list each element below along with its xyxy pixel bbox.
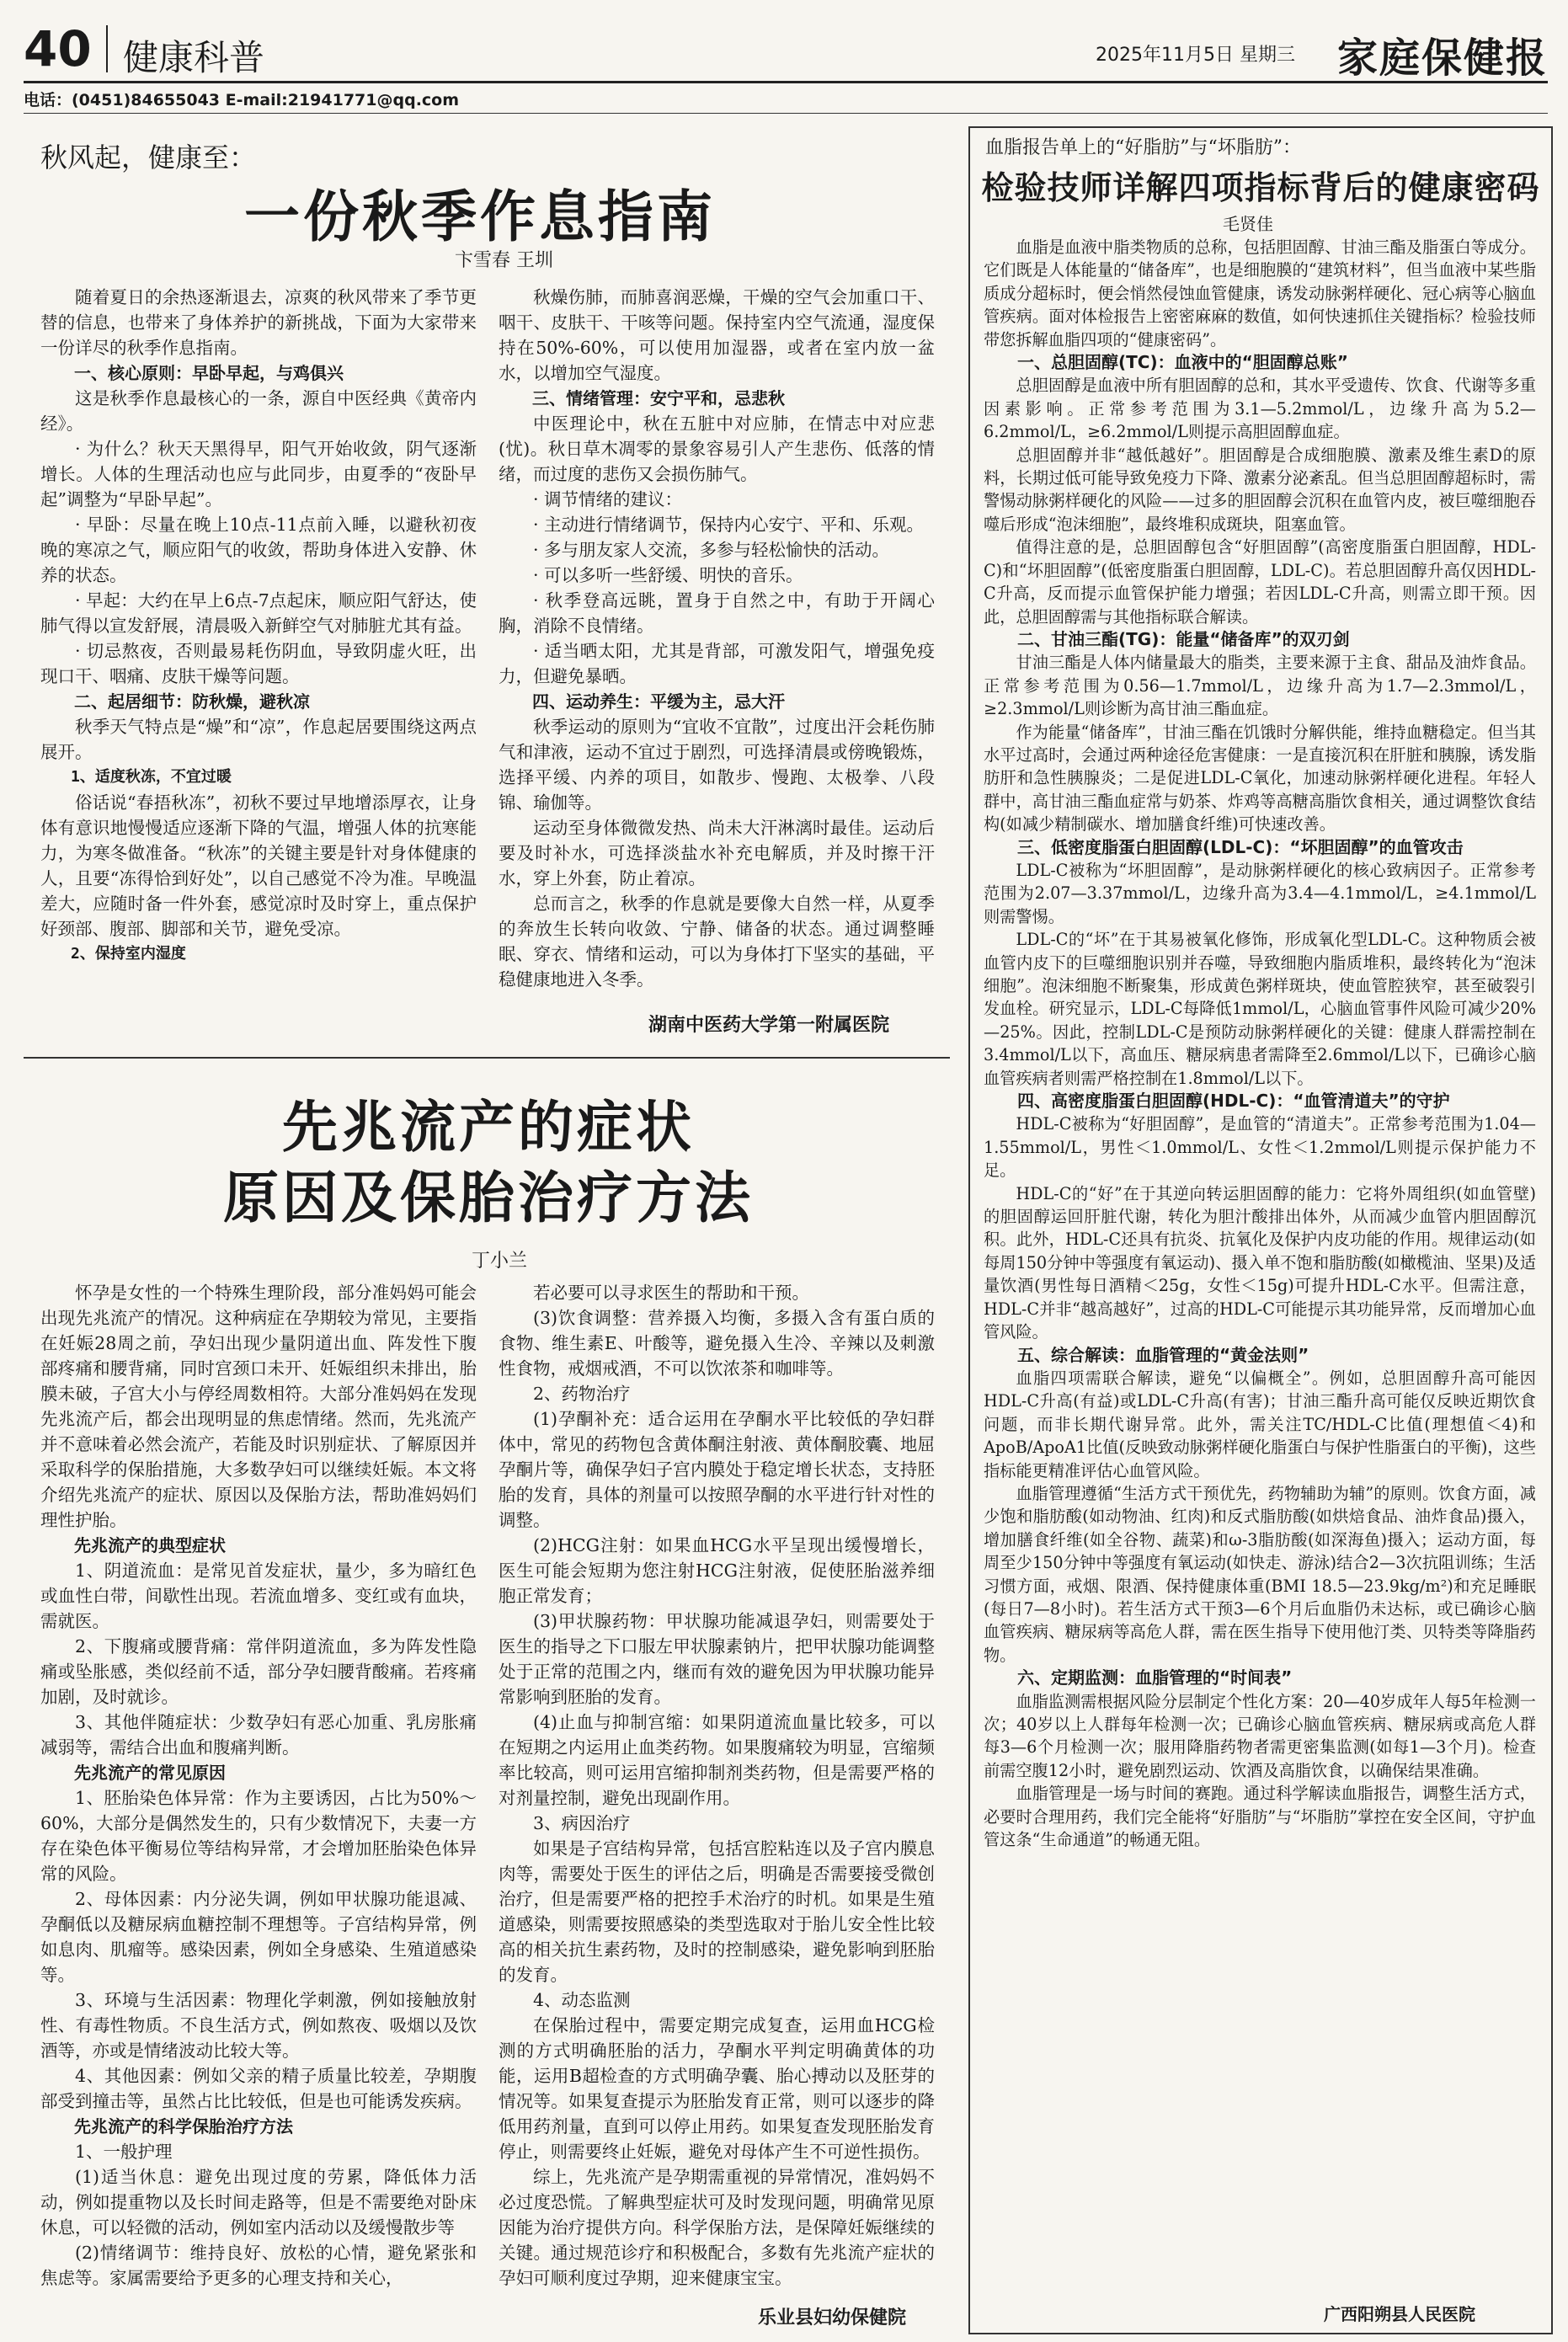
masthead-divider xyxy=(106,25,108,72)
paragraph: · 主动进行情绪调节，保持内心安宁、平和、乐观。 xyxy=(533,515,925,535)
subheading: 先兆流产的典型症状 xyxy=(74,1535,226,1555)
paragraph: 作为能量“储备库”，甘油三酯在饥饿时分解供能，维持血糖稳定。但当其水平过高时，会通过两种途径危害健康：一是直接沉积在肝脏和胰腺，诱发脂肪肝和急性胰腺炎；二是促进LDL-C氧化，加速动脉粥样硬化进程。年轻人群中，高甘油三酯血症常与奶茶、炸鸡等高糖高脂饮食相关，通过调整饮食结构(如减少精制碳水、增加膳食纤维)可快速改善。 xyxy=(984,722,1536,835)
masthead xyxy=(24,15,1548,83)
paragraph: · 适当晒太阳，尤其是背部，可激发阳气，增强免疫力，但避免暴晒。 xyxy=(499,641,935,686)
section-title: 健康科普 xyxy=(123,37,265,78)
paragraph: 血脂四项需联合解读，避免“以偏概全”。例如，总胆固醇升高可能因HDL-C升高(有益)或LDL-C升高(有害)；甘油三酯升高可能仅反映近期饮食问题，而非长期代谢异常。此外，需关注TC/HDL-C比值(理想值＜4)和ApoB/ApoA1比值(反映致动脉粥样硬化脂蛋白与保护性脂蛋白的平衡)，这些指标能更精准评估心血管风险。 xyxy=(984,1368,1536,1480)
paragraph: · 早卧：尽量在晚上10点-11点前入睡，以避秋初夜晚的寒凉之气，顺应阳气的收敛，帮助身体进入安静、休养的状态。 xyxy=(40,515,477,585)
paragraph: 血脂是血液中脂类物质的总称，包括胆固醇、甘油三酯及脂蛋白等成分。它们既是人体能量的“储备库”，也是细胞膜的“建筑材料”，但当血液中某些脂质成分超标时，便会悄然侵蚀血管健康，诱发动脉粥样硬化、冠心病等心脑血管疾病。面对体检报告上密密麻麻的数值，如何快速抓住关键指标？检验技师带您拆解血脂四项的“健康密码”。 xyxy=(984,237,1536,349)
paragraph: 怀孕是女性的一个特殊生理阶段，部分准妈妈可能会出现先兆流产的情况。这种病症在孕期较为常见，主要指在妊娠28周之前，孕妇出现少量阴道出血、阵发性下腹部疼痛和腰背痛，同时宫颈口未开、妊娠组织未排出，胎膜未破，子宫大小与停经周数相符。大部分准妈妈在发现先兆流产后，都会出现明显的焦虑情绪。然而，先兆流产并不意味着必然会流产，若能及时识别症状、了解原因并采取科学的保胎措施，大多数孕妇可以继续妊娠。本文将介绍先兆流产的症状、原因以及保胎方法，帮助准妈妈们理性护胎。 xyxy=(40,1283,477,1530)
paragraph: 如果是子宫结构异常，包括宫腔粘连以及子宫内膜息肉等，需要处于医生的评估之后，明确是否需要接受微创治疗，但是需要严格的把控手术治疗的时机。如果是生殖道感染，则需要按照感染的类型选取对于胎儿安全性比较高的相关抗生素药物，及时的控制感染，避免影响到胚胎的发育。 xyxy=(499,1838,935,1985)
paragraph: · 早起：大约在早上6点-7点起床，顺应阳气舒达，使肺气得以宣发舒展，清晨吸入新鲜空气对肺脏尤其有益。 xyxy=(40,590,477,636)
paragraph: · 多与朋友家人交流，多参与轻松愉快的活动。 xyxy=(533,540,890,560)
paragraph: HDL-C的“好”在于其逆向转运胆固醇的能力：它将外周组织(如血管壁)的胆固醇运回肝脏代谢，转化为胆汁酸排出体外，从而减少血管内胆固醇沉积。此外，HDL-C还具有抗炎、抗氧化及保护内皮功能的作用。规律运动(如每周150分钟中等强度有氧运动)、摄入单不饱和脂肪酸(如橄榄油、坚果)及适量饮酒(男性每日酒精＜25g，女性＜15g)可提升HDL-C水平。但需注意，HDL-C并非“越高越好”，过高的HDL-C可能提示其功能异常，反而增加心血管风险。 xyxy=(984,1183,1536,1342)
paragraph: 中医理论中，秋在五脏中对应肺，在情志中对应悲(忧)。秋日草木凋零的景象容易引人产生悲伤、低落的情绪，而过度的悲伤又会损伤肺气。 xyxy=(499,413,935,484)
paragraph: 3、其他伴随症状：少数孕妇有恶心加重、乳房胀痛减弱等，需结合出血和腹痛判断。 xyxy=(40,1712,477,1758)
article1-byline: 卞雪春 王圳 xyxy=(455,250,553,271)
minor-heading: 2、保持室内湿度 xyxy=(71,945,186,963)
paragraph: · 切忌熬夜，否则最易耗伤阴血，导致阴虚火旺，出现口干、咽痛、皮肤干燥等问题。 xyxy=(40,641,477,686)
paragraph: 俗话说“春捂秋冻”，初秋不要过早地增添厚衣，让身体有意识地慢慢适应逐渐下降的气温，增强人体的抗寒能力，为寒冬做准备。“秋冻”的关键主要是针对身体健康的人，且要“冻得恰到好处”，以自己感觉不冷为准。早晚温差大，应随时备一件外套，感觉凉时及时穿上，重点保护好颈部、腹部、脚部和关节，避免受凉。 xyxy=(40,792,477,939)
article2-title-line-2: 原因及保胎治疗方法 xyxy=(223,1165,754,1230)
article2-title xyxy=(51,1091,926,1233)
paragraph: · 调节情绪的建议： xyxy=(533,489,683,509)
paragraph: 2、下腹痛或腰背痛：常伴阴道流血，多为阵发性隐痛或坠胀感，类似经前不适，部分孕妇腰背酸痛。若疼痛加剧，及时就诊。 xyxy=(40,1636,477,1707)
subheading: 一、总胆固醇(TC)：血液中的“胆固醇总账” xyxy=(1017,352,1348,373)
paragraph: 随着夏日的余热逐渐退去，凉爽的秋风带来了季节更替的信息，也带来了身体养护的新挑战，下面为大家带来一份详尽的秋季作息指南。 xyxy=(40,287,477,358)
subheading: 三、情绪管理：安宁平和，忌悲秋 xyxy=(532,388,785,408)
paragraph: 值得注意的是，总胆固醇包含“好胆固醇”(高密度脂蛋白胆固醇，HDL-C)和“坏胆固醇”(低密度脂蛋白胆固醇，LDL-C)。若总胆固醇升高仅因HDL-C升高，反而提示血管保护能力增强；若因LDL-C升高，则需立即干预。因此，总胆固醇需与其他指标联合解读。 xyxy=(984,537,1536,627)
paragraph: 1、胚胎染色体异常：作为主要诱因，占比为50%～60%，大部分是偶然发生的，只有少数情况下，夫妻一方存在染色体平衡易位等结构异常，才会增加胚胎染色体异常的风险。 xyxy=(40,1788,477,1884)
issue-date: 2025年11月5日 星期三 xyxy=(1096,45,1295,66)
subheading: 一、核心原则：早卧早起，与鸡俱兴 xyxy=(74,363,344,383)
article1-title: 一份秋季作息指南 xyxy=(244,184,716,249)
paragraph: 4、动态监测 xyxy=(533,1990,631,2010)
minor-heading: 1、适度秋冻，不宜过暖 xyxy=(71,768,232,786)
lipid-article-box xyxy=(968,126,1553,2334)
paragraph: 总而言之，秋季的作息就是要像大自然一样，从夏季的奔放生长转向收敛、宁静、储备的状态。通过调整睡眠、穿衣、情绪和运动，可以为身体打下坚实的基础，平稳健康地进入冬季。 xyxy=(499,894,935,990)
paragraph: LDL-C被称为“坏胆固醇”，是动脉粥样硬化的核心致病因子。正常参考范围为2.07—3.37mmol/L，边缘升高为3.4—4.1mmol/L，≥4.1mmol/L则需警惕。 xyxy=(984,860,1536,926)
paragraph: 若必要可以寻求医生的帮助和干预。 xyxy=(533,1283,809,1303)
paragraph: · 为什么？秋天天黑得早，阳气开始收敛，阴气逐渐增长。人体的生理活动也应与此同步，由夏季的“夜卧早起”调整为“早卧早起”。 xyxy=(40,439,477,509)
article1-source: 湖南中医药大学第一附属医院 xyxy=(648,1015,890,1036)
article1-column-1 xyxy=(40,285,477,967)
paragraph: (1)适当休息：避免出现过度的劳累，降低体力活动，例如提重物以及长时间走路等，但是不需要绝对卧床休息，可以轻微的活动，例如室内活动以及缓慢散步等 xyxy=(40,2167,477,2238)
article2-title-line-1: 先兆流产的症状 xyxy=(282,1094,695,1160)
subheading: 四、运动养生：平缓为主，忌大汗 xyxy=(532,691,785,712)
subheading: 先兆流产的科学保胎治疗方法 xyxy=(74,2116,293,2137)
paragraph: 血脂管理遵循“生活方式干预优先，药物辅助为辅”的原则。饮食方面，减少饱和脂肪酸(如动物油、红肉)和反式脂肪酸(如烘焙食品、油炸食品)摄入，增加膳食纤维(如全谷物、蔬菜)和ω-3脂肪酸(如深海鱼)摄入；运动方面，每周至少150分钟中等强度有氧运动(如快走、游泳)结合2—3次抗阻训练；生活习惯方面，戒烟、限酒、保持健康体重(BMI 18.5—23.9kg/m²)和充足睡眠(每日7—8小时)。若生活方式干预3—6个月后血脂仍未达标，或已确诊心脑血管疾病、糖尿病等高危人群，需在医生指导下使用他汀类、贝特类等降脂药物。 xyxy=(984,1483,1536,1665)
subheading: 二、甘油三酯(TG)：能量“储备库”的双刃剑 xyxy=(1017,628,1350,649)
article2-source: 乐业县妇幼保健院 xyxy=(758,2307,907,2329)
paragraph: 血脂监测需根据风险分层制定个性化方案：20—40岁成年人每5年检测一次；40岁以上人群每年检测一次；已确诊心脑血管疾病、糖尿病或高危人群每3—6个月检测一次；服用降脂药物者需更密集监测(如每1—3个月)。检查前需空腹12小时，避免剧烈运动、饮酒及高脂饮食，以确保结果准确。 xyxy=(984,1691,1536,1780)
article2-byline: 丁小兰 xyxy=(472,1251,528,1272)
paragraph: 运动至身体微微发热、尚未大汗淋漓时最佳。运动后要及时补水，可选择淡盐水补充电解质，并及时擦干汗水，穿上外套，防止着凉。 xyxy=(499,818,935,888)
paragraph: 2、母体因素：内分泌失调，例如甲状腺功能退减、孕酮低以及糖尿病血糖控制不理想等。子宫结构异常，例如息肉、肌瘤等。感染因素，例如全身感染、生殖道感染等。 xyxy=(40,1889,477,1985)
paragraph: 总胆固醇并非“越低越好”。胆固醇是合成细胞膜、激素及维生素D的原料，长期过低可能导致免疫力下降、激素分泌紊乱。但当总胆固醇超标时，需警惕动脉粥样硬化的风险——过多的胆固醇会沉积在血管内皮，被巨噬细胞吞噬后形成“泡沫细胞”，最终堆积成斑块，阻塞血管。 xyxy=(984,445,1536,534)
paragraph: 1、一般护理 xyxy=(75,2142,173,2162)
paragraph: · 可以多听一些舒缓、明快的音乐。 xyxy=(533,565,803,585)
paragraph: 血脂管理是一场与时间的赛跑。通过科学解读血脂报告，调整生活方式，必要时合理用药，我们完全能将“好脂肪”与“坏脂肪”掌控在安全区间，守护血管这条“生命通道”的畅通无阻。 xyxy=(984,1784,1536,1850)
subheading: 六、定期监测：血脂管理的“时间表” xyxy=(1017,1667,1293,1688)
article2-column-2 xyxy=(499,1280,935,2291)
subheading: 五、综合解读：血脂管理的“黄金法则” xyxy=(1017,1344,1309,1365)
article2-column-1 xyxy=(40,1280,477,2291)
paragraph: 4、其他因素：例如父亲的精子质量比较差，孕期腹部受到撞击等，虽然占比比较低，但是也可能诱发疾病。 xyxy=(40,2066,477,2111)
paragraph: 秋季运动的原则为“宜收不宜散”，过度出汗会耗伤肺气和津液，运动不宜过于剧烈，可选择清晨或傍晚锻炼，选择平缓、内养的项目，如散步、慢跑、太极拳、八段锦、瑜伽等。 xyxy=(499,717,935,813)
contact-line: 电话：(0451)84655043 E-mail:21941771@qq.com xyxy=(24,91,460,109)
paragraph: HDL-C被称为“好胆固醇”，是血管的“清道夫”。正常参考范围为1.04—1.55mmol/L，男性＜1.0mmol/L、女性＜1.2mmol/L则提示保护能力不足。 xyxy=(984,1114,1536,1181)
subheading: 先兆流产的常见原因 xyxy=(74,1763,226,1783)
paragraph: (3)甲状腺药物：甲状腺功能减退孕妇，则需要处于医生的指导之下口服左甲状腺素钠片，把甲状腺功能调整处于正常的范围之内，继而有效的避免因为甲状腺功能异常影响到胚胎的发育。 xyxy=(499,1611,935,1707)
paragraph: 综上，先兆流产是孕期需重视的异常情况，准妈妈不必过度恐慌。了解典型症状可及时发现问题，明确常见原因能为治疗提供方向。科学保胎方法，是保障妊娠继续的关键。通过规范诊疗和积极配合，多数有先兆流产症状的孕妇可顺利度过孕期，迎来健康宝宝。 xyxy=(499,2167,935,2288)
article-divider xyxy=(24,1057,950,1059)
paragraph: 在保胎过程中，需要定期完成复查，运用血HCG检测的方式明确胚胎的活力，孕酮水平判定明确黄体的功能，运用B超检查的方式明确孕囊、胎心搏动以及胚芽的情况等。如果复查提示为胚胎发育正常，则可以逐步的降低用药剂量，直到可以停止用药。如果复查发现胚胎发育停止，则需要终止妊娠，避免对母体产生不可逆性损伤。 xyxy=(499,2015,935,2162)
paragraph: 这是秋季作息最核心的一条，源自中医经典《黄帝内经》。 xyxy=(40,388,477,434)
article3-kicker: 血脂报告单上的“好脂肪”与“坏脂肪”： xyxy=(985,137,1301,158)
paragraph: (2)HCG注射：如果血HCG水平呈现出缓慢增长，医生可能会短期为您注射HCG注射液，促使胚胎滋养细胞正常发育； xyxy=(499,1535,935,1606)
contact-rule xyxy=(24,113,1548,114)
paragraph: · 秋季登高远眺，置身于自然之中，有助于开阔心胸，消除不良情绪。 xyxy=(499,590,935,636)
paragraph: (1)孕酮补充：适合运用在孕酮水平比较低的孕妇群体中，常见的药物包含黄体酮注射液、黄体酮胶囊、地屈孕酮片等，确保孕妇子宫内膜处于稳定增长状态，支持胚胎的发育，具体的剂量可以按照孕酮的水平进行针对性的调整。 xyxy=(499,1409,935,1530)
paragraph: 总胆固醇是血液中所有胆固醇的总和，其水平受遗传、饮食、代谢等多重因素影响。正常参考范围为3.1—5.2mmol/L，边缘升高为5.2—6.2mmol/L，≥6.2mmol/L则提示高胆固醇血症。 xyxy=(984,376,1536,442)
paragraph: 3、环境与生活因素：物理化学刺激，例如接触放射性、有毒性物质。不良生活方式，例如熬夜、吸烟以及饮酒等，亦或是情绪波动比较大等。 xyxy=(40,1990,477,2061)
article1-kicker: 秋风起，健康至： xyxy=(40,141,257,173)
paragraph: 3、病因治疗 xyxy=(533,1813,631,1833)
paragraph: 秋季天气特点是“燥”和“凉”，作息起居要围绕这两点展开。 xyxy=(40,717,477,762)
paragraph: 甘油三酯是人体内储量最大的脂类，主要来源于主食、甜品及油炸食品。正常参考范围为0.56—1.7mmol/L，边缘升高为1.7—2.3mmol/L，≥2.3mmol/L则诊断为高甘油三酯血症。 xyxy=(984,653,1536,719)
paragraph: 1、阴道流血：是常见首发症状，量少，多为暗红色或血性白带，间歇性出现。若流血增多、变红或有血块，需就医。 xyxy=(40,1560,477,1631)
subheading: 四、高密度脂蛋白胆固醇(HDL-C)：“血管清道夫”的守护 xyxy=(1017,1091,1450,1112)
paragraph: (4)止血与抑制宫缩：如果阴道流血量比较多，可以在短期之内运用止血类药物。如果腹痛较为明显，宫缩频率比较高，则可运用宫缩抑制剂类药物，但是需要严格的对剂量控制，避免出现副作用。 xyxy=(499,1712,935,1808)
subheading: 三、低密度脂蛋白胆固醇(LDL-C)：“坏胆固醇”的血管攻击 xyxy=(1017,836,1464,857)
paragraph: (3)饮食调整：营养摄入均衡，多摄入含有蛋白质的食物、维生素E、叶酸等，避免摄入生冷、辛辣以及刺激性食物，戒烟戒酒，不可以饮浓茶和咖啡等。 xyxy=(499,1308,935,1379)
paragraph: 2、药物治疗 xyxy=(533,1384,631,1404)
article3-title: 检验技师详解四项指标背后的健康密码 xyxy=(981,168,1540,206)
paragraph: (2)情绪调节：维持良好、放松的心情，避免紧张和焦虑等。家属需要给予更多的心理支持和关心， xyxy=(40,2243,477,2288)
paper-name: 家庭保健报 xyxy=(1336,35,1548,82)
paragraph: LDL-C的“坏”在于其易被氧化修饰，形成氧化型LDL-C。这种物质会被血管内皮下的巨噬细胞识别并吞噬，导致细胞内脂质堆积，最终转化为“泡沫细胞”。泡沫细胞不断聚集，形成黄色粥样斑块，使血管腔狭窄，甚至破裂引发血栓。研究显示，LDL-C每降低1mmol/L，心脑血管事件风险可减少20%—25%。因此，控制LDL-C是预防动脉粥样硬化的关键：健康人群需控制在3.4mmol/L以下，高血压、糖尿病患者需降至2.6mmol/L以下，已确诊心脑血管疾病者则需严格控制在1.8mmol/L以下。 xyxy=(984,930,1536,1088)
article3-body xyxy=(984,236,1536,1851)
paragraph: 秋燥伤肺，而肺喜润恶燥，干燥的空气会加重口干、咽干、皮肤干、干咳等问题。保持室内空气流通，湿度保持在50%-60%，可以使用加湿器，或者在室内放一盆水，以增加空气湿度。 xyxy=(499,287,935,383)
page-number: 40 xyxy=(24,20,92,77)
article1-column-2 xyxy=(499,285,935,992)
article3-source: 广西阳朔县人民医院 xyxy=(1324,2304,1475,2324)
article3-byline: 毛贤佳 xyxy=(1223,214,1273,234)
subheading: 二、起居细节：防秋燥，避秋凉 xyxy=(74,691,310,712)
